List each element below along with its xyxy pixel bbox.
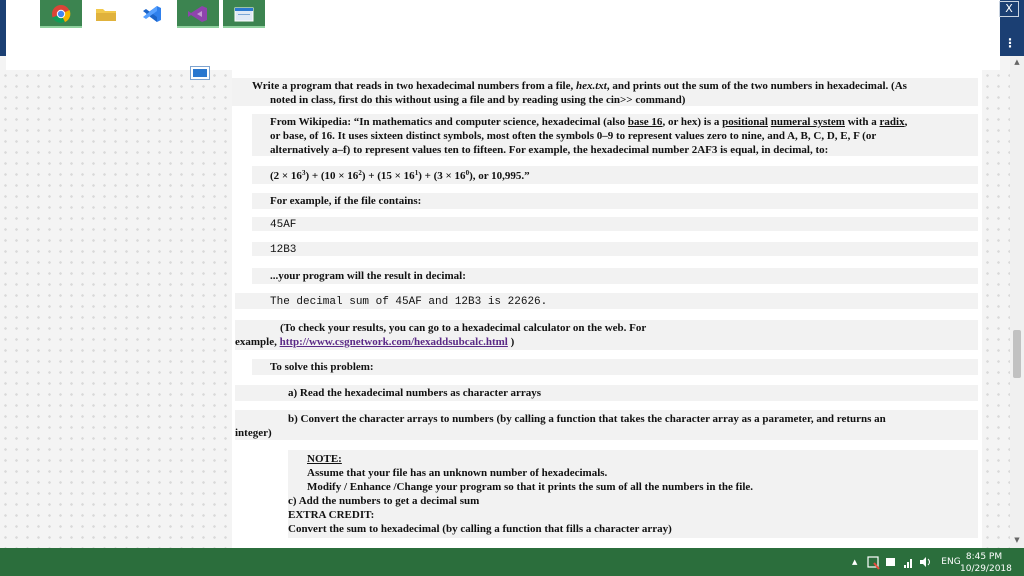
taskbar-vscode[interactable] [131,0,173,28]
wiki-line-2: or base, of 16. It uses sixteen distinct symbols, most often the symbols 0–9 to represent values zero to nine, and A, B, C, D, E, F (or [270,130,877,142]
formula-term-4: ) + (3 × 16 [418,170,466,182]
numeral-system-link[interactable]: numeral system [770,116,845,128]
signal-icon [904,565,906,568]
taskbar-window-app[interactable] [223,0,265,28]
example-intro: For example, if the file contains: [270,195,422,207]
tray-expand-icon[interactable]: ▲ [852,558,858,566]
check-text-end: ) [510,336,515,348]
extra-credit-title: EXTRA CREDIT: [288,509,375,521]
close-button[interactable]: X [999,1,1019,17]
wiki-text-c: with a [847,116,877,128]
clock[interactable] [960,548,1012,576]
formula-term-3: ) + (15 × 16 [361,170,415,182]
more-options-button[interactable]: ⋮ [1004,36,1016,50]
positional-link[interactable]: positional [722,116,768,128]
scroll-down-icon[interactable]: ▼ [1014,536,1020,544]
taskbar-chrome[interactable] [40,0,82,28]
step-c: c) Add the numbers to get a decimal sum [288,495,480,507]
system-tray-icons[interactable] [848,548,938,576]
language-indicator[interactable]: ENG [941,557,961,567]
file-content-line-2: 12B3 [270,244,297,256]
wiki-text-a: From Wikipedia: “In mathematics and computer science, hexadecimal (also [270,116,626,128]
taskbar-visual-studio[interactable] [177,0,219,28]
radix-link[interactable]: radix [879,116,905,128]
battery-icon [886,558,895,566]
result-output: The decimal sum of 45AF and 12B3 is 22626. [270,296,548,308]
tray-status-icons [862,548,942,576]
check-text: example, [235,336,277,348]
check-line-2 [235,335,514,349]
wiki-line-1 [270,115,907,129]
result-intro: ...your program will the result in decimal: [270,270,466,282]
file-line-2-band [252,242,978,256]
wiki-line-3: alternatively a–f) to represent values ten to fifteen. For example, the hexadecimal number 2AF3 is equal, in decimal, to: [270,144,829,156]
volume-icon [920,557,926,567]
visual-studio-icon [177,0,219,28]
step-b-line-1: b) Convert the character arrays to numbers (by calling a function that takes the character array as a parameter, and returns an [288,413,886,425]
file-line-1-band [252,217,978,231]
wiki-text-d: , [904,116,908,128]
windows-icon [0,0,38,28]
solve-intro: To solve this problem: [270,361,374,373]
base16-link[interactable]: base 16 [627,116,663,128]
note-title: NOTE: [307,453,342,465]
clock-date: 10/29/2018 [960,564,1012,574]
formula-exp-3: 1 [414,169,419,177]
taskbar-file-explorer[interactable] [85,0,127,28]
formula-exp-4: 0 [465,169,470,177]
extra-credit-line: Convert the sum to hexadecimal (by calling a function that fills a character array) [288,523,672,535]
folder-icon [85,0,127,28]
vscode-icon [131,0,173,28]
formula-exp-2: 2 [358,169,362,177]
intro-text: Write a program that reads in two hexadecimal numbers from a file, [252,80,574,92]
intro-line-2: noted in class, first do this without using a file and by reading using the cin>> command) [270,94,686,106]
hex-calculator-link[interactable]: http://www.csgnetwork.com/hexaddsubcalc.html [279,336,508,348]
scroll-up-icon[interactable]: ▲ [1014,58,1020,66]
note-line-1: Assume that your file has an unknown number of hexadecimals. [307,467,608,479]
background-pattern-left [0,70,232,548]
intro-text-rest: , and prints out the sum of the two numbers in hexadecimal. (As [606,80,907,92]
scroll-thumb[interactable] [1013,330,1021,378]
start-button[interactable] [0,0,38,28]
clock-time: 8:45 PM [965,552,1003,562]
intro-filename: hex.txt [575,80,607,92]
formula-term-1: (2 × 16 [270,170,302,182]
formula-term-2: ) + (10 × 16 [305,170,359,182]
document-page [232,70,982,548]
background-pattern-right [982,70,1010,548]
formula-term-5: ), or 10,995.” [469,170,530,182]
chrome-icon [40,0,82,28]
wiki-text-b: , or hex) is a [662,116,720,128]
formula-exp-1: 3 [301,169,306,177]
intro-line-1 [252,79,907,93]
step-b-line-2: integer) [235,427,272,439]
step-a: a) Read the hexadecimal numbers as character arrays [288,387,542,399]
vertical-scrollbar[interactable] [1010,56,1024,548]
hex-formula [270,169,530,183]
window-app-icon [223,0,265,28]
file-content-line-1: 45AF [270,219,297,231]
check-line-1: (To check your results, you can go to a hexadecimal calculator on the web. For [280,322,647,334]
document-icon[interactable] [190,66,210,80]
note-line-2: Modify / Enhance /Change your program so that it prints the sum of all the numbers in the file. [307,481,754,493]
